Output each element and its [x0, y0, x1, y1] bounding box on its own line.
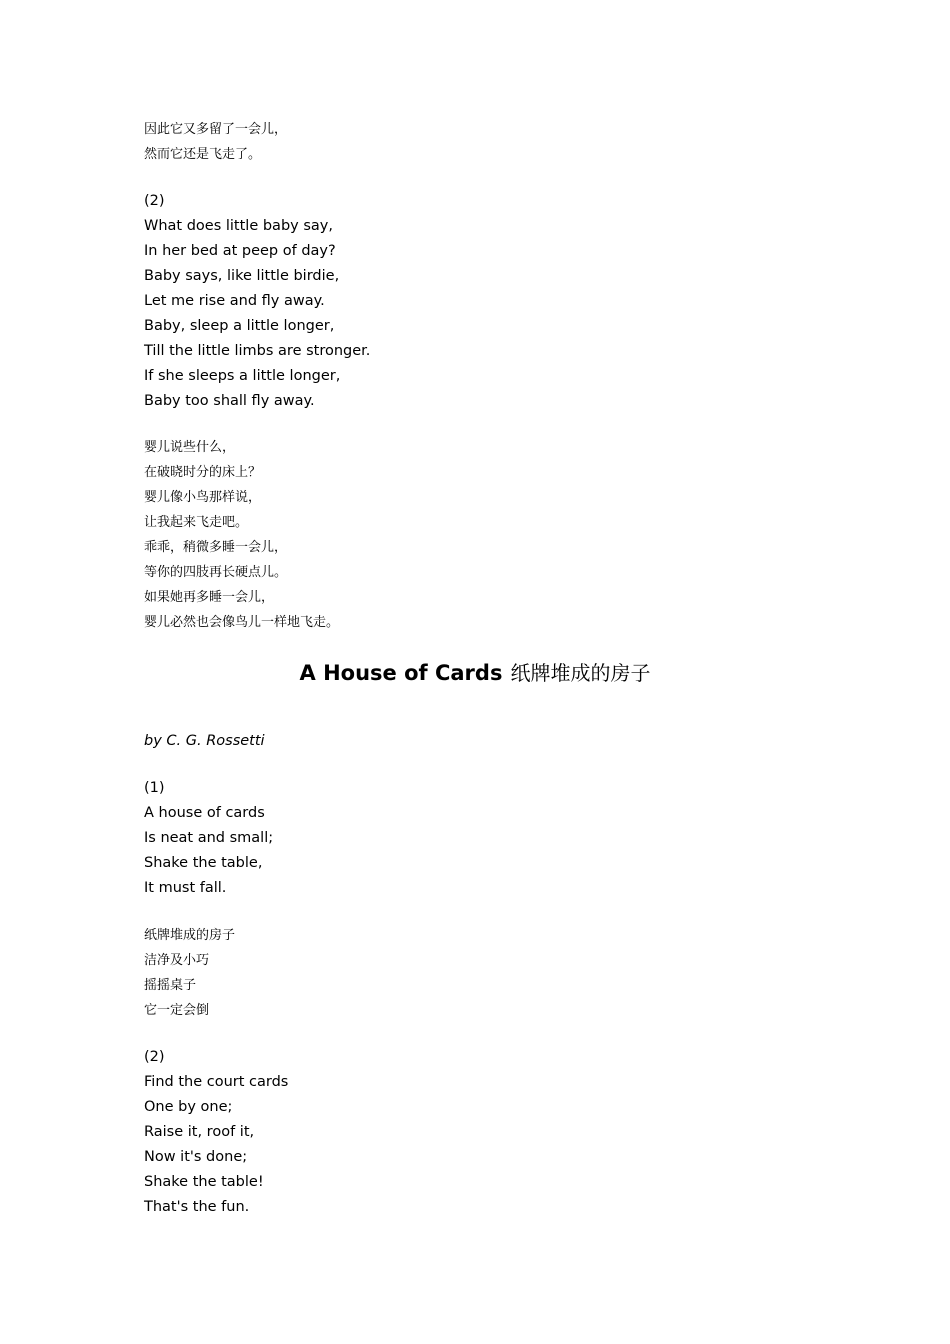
poem-line: Is neat and small;: [144, 830, 274, 846]
cn-line: 摇摇桌子: [144, 978, 197, 993]
poem-line: Let me rise and fly away.: [144, 293, 325, 309]
poem-author: by C. G. Rossetti: [144, 733, 265, 749]
cn-line: 等你的四肢再长硬点儿。: [144, 565, 288, 580]
cn-line: 纸牌堆成的房子: [144, 928, 236, 943]
cn-line: 它一定会倒: [144, 1003, 210, 1018]
poem-title-en: A House of Cards: [299, 661, 503, 685]
poem-line: Baby says, like little birdie,: [144, 268, 340, 284]
cn-line: 在破晓时分的床上？: [144, 465, 262, 480]
cn-line: 因此它又多留了一会儿，: [144, 122, 288, 137]
poem-line: One by one;: [144, 1099, 233, 1115]
poem-line: A house of cards: [144, 805, 265, 821]
stanza-number: (1): [144, 780, 165, 796]
poem-line: Shake the table,: [144, 855, 263, 871]
stanza-number: (2): [144, 193, 165, 209]
poem-line: Baby too shall fly away.: [144, 393, 315, 409]
stanza-number: (2): [144, 1049, 165, 1065]
poem-line: Raise it, roof it,: [144, 1124, 255, 1140]
poem-line: That's the fun.: [144, 1199, 250, 1215]
poem-title-cn: 纸牌堆成的房子: [510, 661, 651, 685]
poem-line: What does little baby say,: [144, 218, 333, 234]
cn-line: 婴儿必然也会像鸟儿一样地飞走。: [144, 615, 340, 630]
poem-line: Now it's done;: [144, 1149, 248, 1165]
cn-line: 洁净及小巧: [144, 953, 210, 968]
cn-line: 如果她再多睡一会儿，: [144, 590, 275, 605]
cn-line: 婴儿像小鸟那样说，: [144, 490, 262, 505]
poem-line: If she sleeps a little longer,: [144, 368, 341, 384]
poem-line: Baby, sleep a little longer,: [144, 318, 335, 334]
cn-line: 让我起来飞走吧。: [144, 515, 249, 530]
cn-line: 乖乖，稍微多睡一会儿，: [144, 540, 288, 555]
poem-line: Shake the table!: [144, 1174, 264, 1190]
poem-line: In her bed at peep of day?: [144, 243, 336, 259]
poem-line: Find the court cards: [144, 1074, 289, 1090]
poem-line: It must fall.: [144, 880, 227, 896]
poem-title: [144, 659, 806, 690]
cn-line: 婴儿说些什么，: [144, 440, 236, 455]
cn-line: 然而它还是飞走了。: [144, 147, 262, 162]
poem-line: Till the little limbs are stronger.: [144, 343, 371, 359]
